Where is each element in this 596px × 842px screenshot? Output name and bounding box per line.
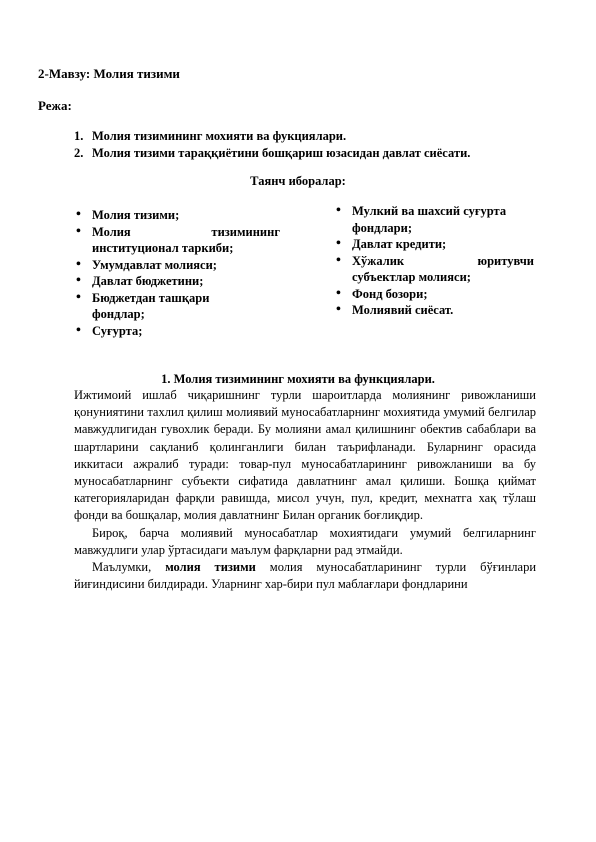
keywords-right-list bbox=[334, 203, 534, 319]
keyword-item: • Молия тизими; bbox=[74, 207, 280, 224]
keywords-heading: Таянч иборалар: bbox=[250, 174, 346, 188]
plan-item bbox=[74, 128, 470, 145]
keyword-item: • Фонд бозори; bbox=[334, 286, 534, 303]
plan-item-text: Молия тизими тараққиётини бошқариш юзасидан давлат сиёсати. bbox=[92, 146, 471, 160]
page-title: 2-Мавзу: Молия тизими bbox=[38, 66, 180, 81]
paragraph-rest: молия муносабатларининг турли бўғинлари йиғиндисини билдиради. Уларнинг хар-бири пул маблағлари фондларини bbox=[74, 560, 537, 592]
section-heading: 1. Молия тизимининг мохияти ва функциялари. bbox=[161, 372, 435, 386]
keyword-item-continuation: субъектлар молияси; bbox=[352, 270, 471, 284]
keyword-item: • Суғурта; bbox=[74, 323, 280, 340]
keyword-item: • Молия тизимининг bbox=[74, 224, 280, 241]
plan-item-number: 2. bbox=[74, 146, 84, 160]
plan-item-text: Молия тизимининг мохияти ва фукциялари. bbox=[92, 129, 347, 143]
keyword-item-continuation: фондлар; bbox=[92, 307, 145, 321]
paragraph bbox=[74, 559, 536, 593]
term-highlight: молия тизими bbox=[165, 560, 256, 575]
plan-list bbox=[74, 128, 470, 162]
keyword-item: • Умумдавлат молияси; bbox=[74, 257, 280, 274]
plan-item bbox=[74, 145, 470, 162]
keyword-item: • Давлат кредити; bbox=[334, 236, 534, 253]
paragraph: Бироқ, барча молиявий муносабатлар мохиятидаги умумий белгиларнинг мавжудлиги улар ўртасидаги маълум фарқларни рад этмайди. bbox=[74, 525, 536, 557]
keyword-item: • Мулкий ва шахсий суғурта bbox=[334, 203, 534, 220]
keyword-item-continuation: фондлари; bbox=[352, 220, 413, 235]
keywords-left-list bbox=[74, 207, 280, 339]
body-text bbox=[74, 387, 536, 593]
plan-label: Режа: bbox=[38, 98, 72, 113]
paragraph-lead: Маълумки, bbox=[92, 560, 166, 575]
keyword-item: • Давлат бюджетини; bbox=[74, 273, 280, 290]
keyword-item: • Бюджетдан ташқари bbox=[74, 290, 280, 307]
keyword-item-continuation: институционал таркиби; bbox=[92, 241, 234, 255]
keyword-item: • Хўжалик юритувчи bbox=[334, 253, 534, 270]
plan-item-number: 1. bbox=[74, 129, 84, 143]
paragraph: Ижтимоий ишлаб чиқаришнинг турли шароитларда молиянинг ривожланиши қонуниятини тахлил қилиш молиявий муносабатларнинг мохиятида умумий белгилар мавжудлигидан гувохлик беради. Бу молияни амал қилишнинг обектив сабаблари ва шартларини сақланиб қолинганлиги билан таърифланади. Буларнинг орасида иккитаси ажралиб туради: товар-пул муносабатларининг ривожланиши ва бу муносабатларнинг субъекти сифатида давлатнинг амал қилиши. Бошқа қиймат категорияларидан фарқли равишда, мисол учун, пул, кредит, мехнатга хақ тўлаш фонди ва бошқалар, молия давлатнинг Билан органик боғлиқдир. bbox=[74, 388, 536, 523]
keyword-item: • Молиявий сиёсат. bbox=[334, 302, 534, 319]
